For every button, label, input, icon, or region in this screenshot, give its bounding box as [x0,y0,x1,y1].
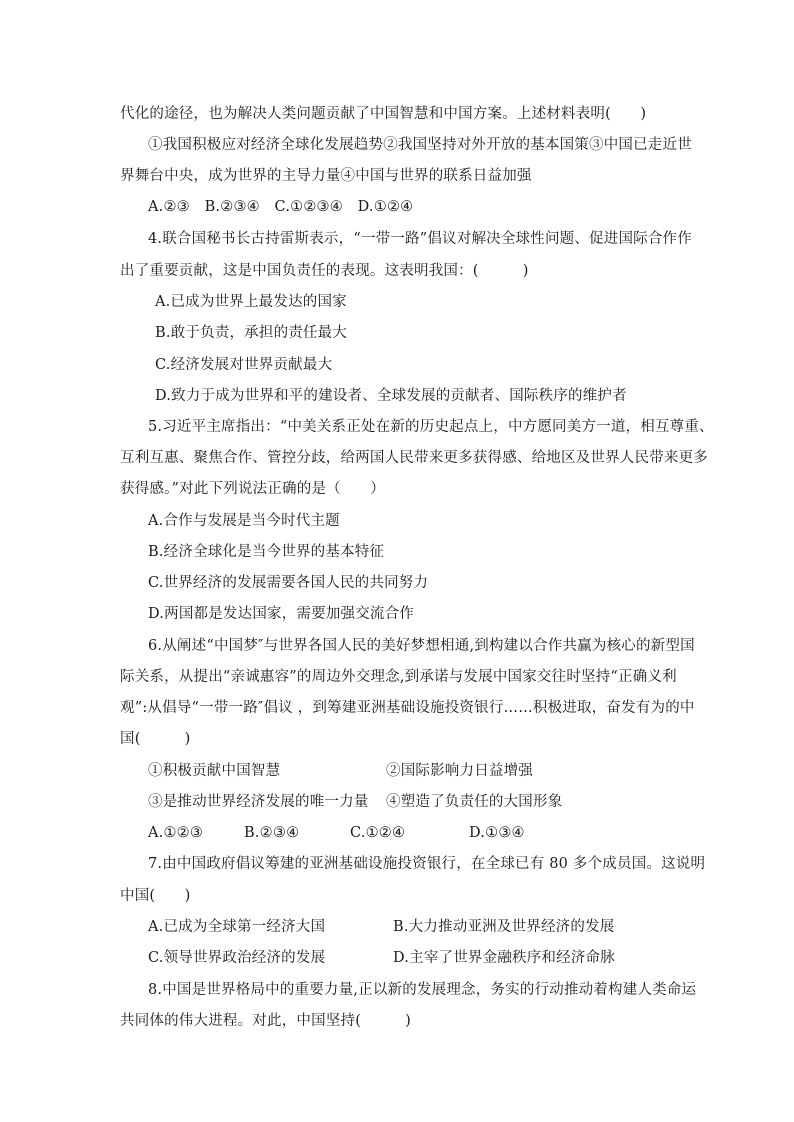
text-line: 际关系，从提出“亲诚惠容”的周边外交理念,到承诺与发展中国家交往时坚持“正确义利 [120,669,677,685]
statement-4: ④塑造了负责任的大国形象 [386,794,563,810]
option-b: B.经济全球化是当今世界的基本特征 [148,544,385,560]
option-c: C.①②④ [350,825,406,841]
option-c: C.世界经济的发展需要各国人民的共同努力 [148,575,429,591]
text-line: 互利互惠、聚焦合作、管控分歧，给两国人民带来更多获得感、给地区及世界人民带来更多 [120,450,708,466]
option-a: A.①②③ [148,825,204,841]
text-line: 出了重要贡献，这是中国负责任的表现。这表明我国：( ) [120,263,529,279]
option-d: D.致力于成为世界和平的建设者、全球发展的贡献者、国际秩序的维护者 [155,388,627,404]
option-a: A.已成为世界上最发达的国家 [155,294,347,310]
option-b: B.②③④ [244,825,300,841]
option-a: A.已成为全球第一经济大国 [148,919,326,935]
statement-3: ③是推动世界经济发展的唯一力量 [148,794,369,810]
answer-options: A.②③ B.②③④ C.①②③④ D.①②④ [148,199,414,215]
text-line: 观”:从倡导“一带一路″倡议 ，到筹建亚洲基础设施投资银行……积极进取，奋发有为的中 [120,700,695,716]
text-line: 中国( ) [120,888,191,904]
option-d: D.两国都是发达国家，需要加强交流合作 [148,606,415,622]
text-line: ①我国积极应对经济全球化发展趋势②我国坚持对外开放的基本国策③中国已走近世 [148,137,692,153]
text-line: 国( ) [120,731,191,747]
text-line: 共同体的伟大进程。对此，中国坚持( ) [120,1013,412,1029]
question-4: 4.联合国秘书长古持雷斯表示，“一带一路”倡议对解决全球性问题、促进国际合作作 [148,231,692,247]
statement-2: ②国际影响力日益增强 [386,763,533,779]
question-6: 6.从阐述“中国梦″与世界各国人民的美好梦想相通,到构建以合作共赢为核心的新型国 [148,638,695,654]
option-a: A.合作与发展是当今时代主题 [148,513,340,529]
option-b: B.敢于负责，承担的责任最大 [155,325,348,341]
option-c: C.经济发展对世界贡献最大 [155,357,333,373]
text-line: 获得感。”对此下列说法正确的是（ ） [120,481,385,497]
text-line: 界舞台中央，成为世界的主导力量④中国与世界的联系日益加强 [120,168,532,184]
option-c: C.领导世界政治经济的发展 [148,950,326,966]
question-7: 7.由中国政府倡议筹建的亚洲基础设施投资银行，在全球已有 80 多个成员国。这说明 [148,856,706,872]
statement-1: ①积极贡献中国智慧 [148,763,281,779]
question-8: 8.中国是世界格局中的重要力量,正以新的发展理念，务实的行动推动着构建人类命运 [148,982,697,998]
option-d: D.主宰了世界金融秩序和经济命脉 [393,950,615,966]
option-d: D.①③④ [469,825,525,841]
text-line: 代化的途径，也为解决人类问题贡献了中国智慧和中国方案。上述材料表明( ) [120,106,647,122]
question-5: 5.习近平主席指出：“中美关系正处在新的历史起点上，中方愿同美方一道，相互尊重、 [148,419,714,435]
option-b: B.大力推动亚洲及世界经济的发展 [393,919,615,935]
